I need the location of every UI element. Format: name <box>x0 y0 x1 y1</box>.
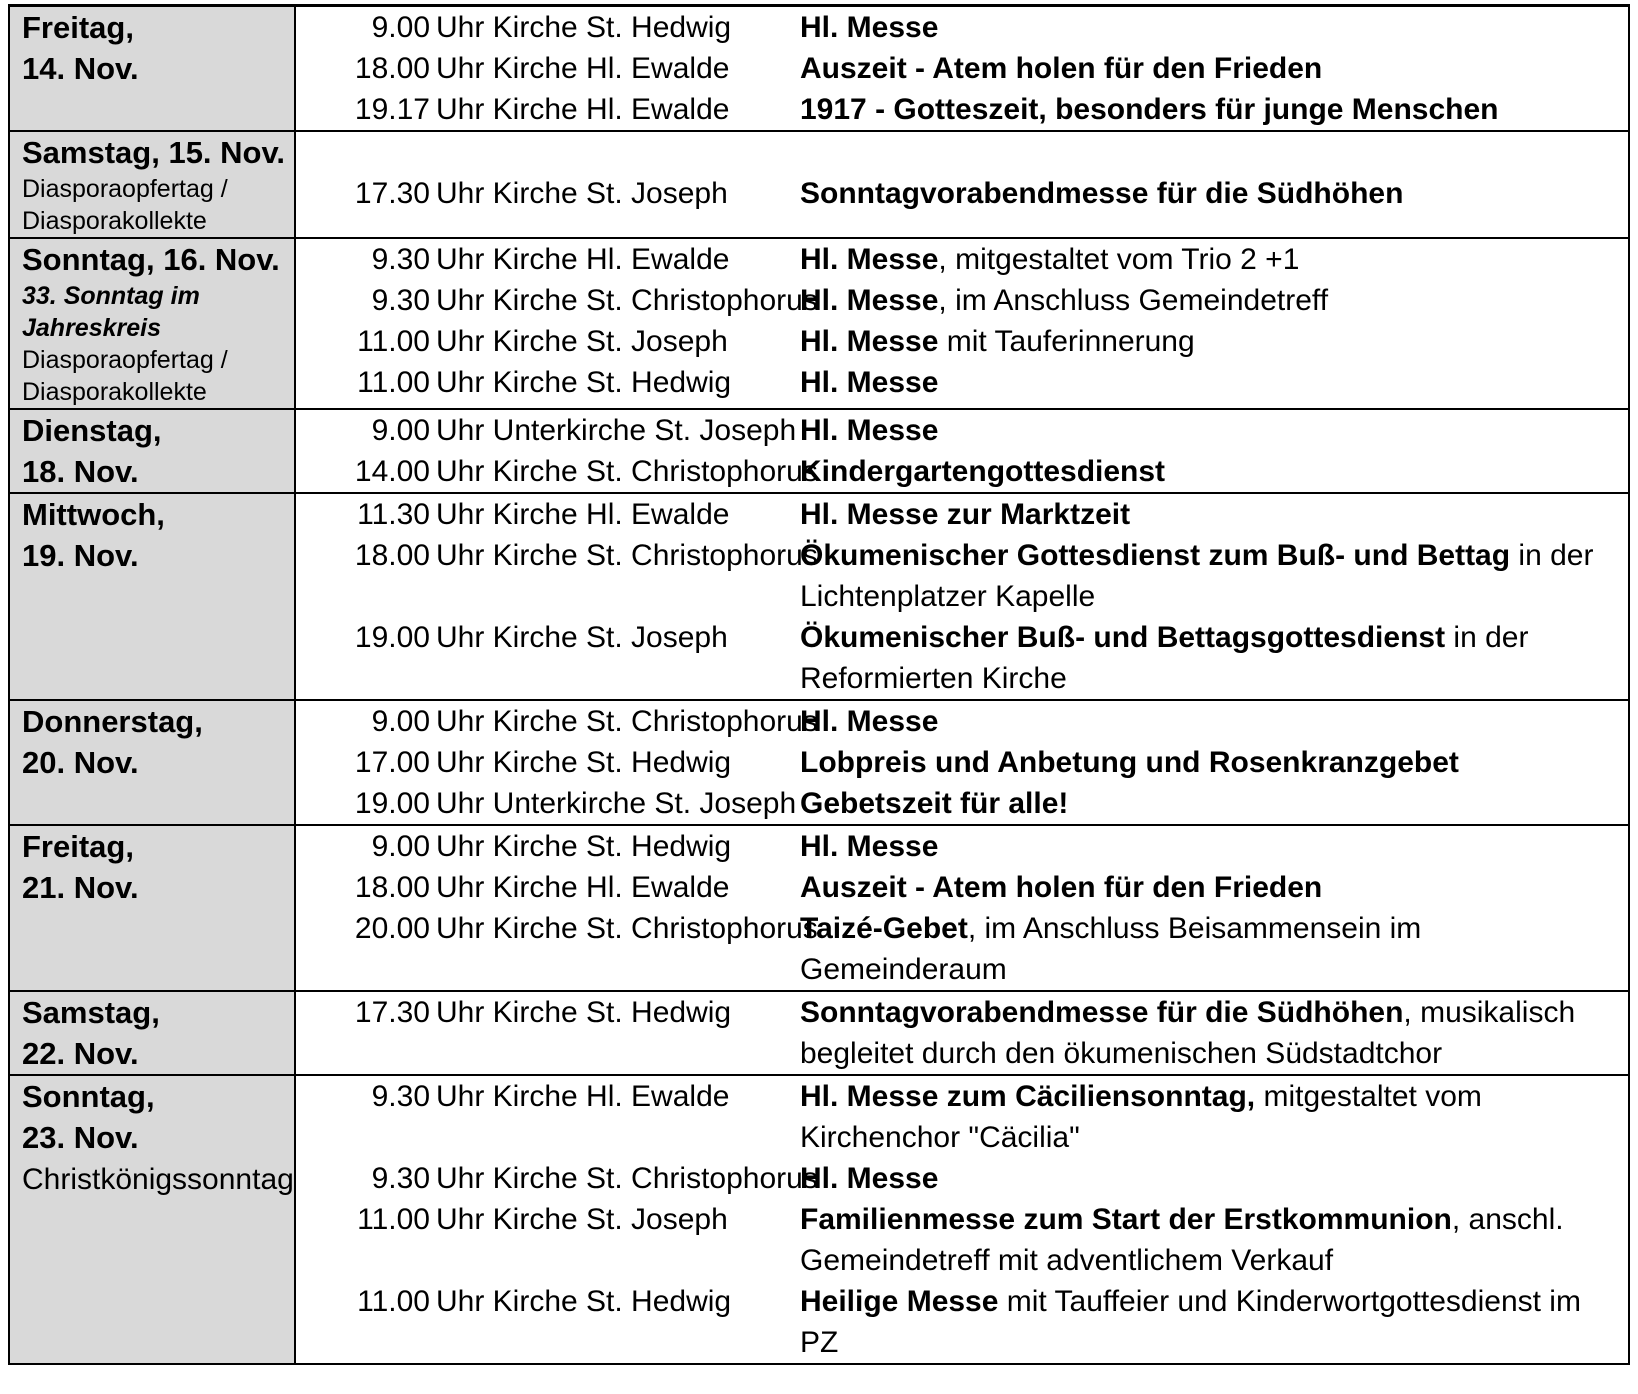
event-title: Hl. Messe <box>800 1162 939 1195</box>
table-row <box>9 7 1629 131</box>
event-time: 9.00 <box>371 11 430 44</box>
events-cell <box>295 825 1629 991</box>
event-desc <box>800 1158 1628 1199</box>
event-desc <box>800 908 1628 990</box>
event-place: Uhr Kirche St. Joseph <box>436 621 728 654</box>
event-title: Auszeit - Atem holen für den Frieden <box>800 52 1323 85</box>
event-entry <box>320 826 1628 867</box>
event-entry <box>320 1076 1628 1158</box>
day-date: 20. Nov. <box>22 745 139 780</box>
day-cell <box>9 700 295 825</box>
event-time: 18.00 <box>354 539 430 572</box>
events-cell <box>295 238 1629 409</box>
event-time: 9.30 <box>371 1162 430 1195</box>
event-time: 17.30 <box>354 177 430 210</box>
event-detail: mit Tauferinnerung <box>938 325 1195 358</box>
event-place: Uhr Kirche Hl. Ewalde <box>436 1080 730 1113</box>
event-time: 17.30 <box>354 996 430 1029</box>
event-place: Uhr Kirche Hl. Ewalde <box>436 93 730 126</box>
day-date: 18. Nov. <box>22 454 139 489</box>
events-cell <box>295 131 1629 238</box>
event-detail: mitgestaltet vom Kirchenchor "Cäcilia" <box>800 1080 1482 1154</box>
day-name: Freitag, <box>22 829 134 864</box>
event-desc <box>800 89 1628 130</box>
table-row <box>9 700 1629 825</box>
day-note: Diasporakollekte <box>22 207 207 235</box>
day-cell <box>9 238 295 409</box>
event-title: Familienmesse zum Start der Erstkommunion <box>800 1203 1452 1236</box>
day-note: Christkönigssonntag <box>22 1163 294 1196</box>
event-time: 14.00 <box>354 455 430 488</box>
event-place: Uhr Kirche Hl. Ewalde <box>436 498 730 531</box>
table-row <box>9 1075 1629 1364</box>
event-desc <box>800 451 1628 492</box>
day-note: 33. Sonntag im <box>22 282 200 310</box>
event-title: Lobpreis und Anbetung und Rosenkranzgebet <box>800 746 1459 779</box>
event-place: Uhr Kirche St. Christophorus <box>436 705 818 738</box>
events-cell <box>295 409 1629 493</box>
day-name: Donnerstag, <box>22 704 203 739</box>
event-place: Uhr Kirche St. Joseph <box>436 325 728 358</box>
event-desc <box>800 992 1628 1074</box>
event-desc <box>800 1076 1628 1158</box>
event-desc <box>800 783 1628 824</box>
event-place: Uhr Kirche St. Christophorus <box>436 455 818 488</box>
events-cell <box>295 700 1629 825</box>
event-desc <box>800 1199 1628 1281</box>
event-desc <box>800 742 1628 783</box>
event-place: Uhr Unterkirche St. Joseph <box>436 787 797 820</box>
event-title: Ökumenischer Gottesdienst zum Buß- und Bettag <box>800 539 1511 572</box>
event-entry <box>320 89 1628 130</box>
event-title: Hl. Messe <box>800 243 939 276</box>
event-title: Hl. Messe <box>800 284 939 317</box>
event-detail: , im Anschluss Beisammensein im Gemeinderaum <box>800 912 1422 986</box>
event-entry <box>320 1281 1628 1363</box>
event-title: Gebetszeit für alle! <box>800 787 1069 820</box>
event-title: Taizé-Gebet <box>800 912 968 945</box>
event-desc <box>800 1281 1628 1363</box>
event-entry <box>320 451 1628 492</box>
event-entry <box>320 992 1628 1074</box>
event-title: Heilige Messe <box>800 1285 999 1318</box>
event-entry <box>320 410 1628 451</box>
day-cell <box>9 825 295 991</box>
event-time: 17.00 <box>354 746 430 779</box>
event-desc <box>800 617 1628 699</box>
events-cell <box>295 7 1629 131</box>
day-name: Dienstag, <box>22 413 162 448</box>
event-title: 1917 - Gotteszeit, besonders für junge Menschen <box>800 93 1499 126</box>
day-name: Sonntag, 16. Nov. <box>22 242 280 277</box>
day-date: 19. Nov. <box>22 538 139 573</box>
event-time: 9.00 <box>371 705 430 738</box>
table-row <box>9 493 1629 700</box>
table-row <box>9 409 1629 493</box>
event-place: Uhr Kirche St. Hedwig <box>436 830 732 863</box>
day-note: Diasporakollekte <box>22 378 207 406</box>
day-cell <box>9 7 295 131</box>
event-desc <box>800 280 1628 321</box>
event-entry <box>320 7 1628 48</box>
event-time: 11.00 <box>357 1285 430 1318</box>
table-row <box>9 825 1629 991</box>
event-place: Uhr Kirche St. Joseph <box>436 1203 728 1236</box>
day-note: Diasporaopfertag / <box>22 346 228 374</box>
event-desc <box>800 826 1628 867</box>
event-entry <box>320 321 1628 362</box>
event-time: 9.30 <box>371 284 430 317</box>
day-date: 22. Nov. <box>22 1036 139 1071</box>
event-time: 19.00 <box>354 787 430 820</box>
event-entry <box>320 173 1628 214</box>
event-detail: , musikalisch begleitet durch den ökumenischen Südstadtchor <box>800 996 1576 1070</box>
event-title: Hl. Messe <box>800 414 939 447</box>
event-place: Uhr Kirche St. Hedwig <box>436 746 732 779</box>
event-title: Auszeit - Atem holen für den Frieden <box>800 871 1323 904</box>
event-title: Kindergartengottesdienst <box>800 455 1166 488</box>
day-cell <box>9 991 295 1075</box>
events-cell <box>295 991 1629 1075</box>
event-time: 9.00 <box>371 414 430 447</box>
day-cell <box>9 1075 295 1364</box>
event-time: 20.00 <box>354 912 430 945</box>
event-time: 11.00 <box>357 1203 430 1236</box>
event-title: Hl. Messe zur Marktzeit <box>800 498 1131 531</box>
schedule-table <box>8 7 1630 1365</box>
event-detail: in der Reformierten Kirche <box>800 621 1529 695</box>
event-entry <box>320 783 1628 824</box>
event-place: Uhr Kirche St. Joseph <box>436 177 728 210</box>
event-desc <box>800 535 1628 617</box>
day-name: Samstag, 15. Nov. <box>22 135 286 170</box>
event-desc <box>800 48 1628 89</box>
event-time: 11.30 <box>357 498 430 531</box>
event-entry <box>320 362 1628 403</box>
event-place: Uhr Kirche Hl. Ewalde <box>436 871 730 904</box>
day-cell <box>9 131 295 238</box>
event-time: 9.30 <box>371 1080 430 1113</box>
event-title: Hl. Messe zum Cäciliensonntag, <box>800 1080 1256 1113</box>
event-title: Hl. Messe <box>800 830 939 863</box>
event-place: Uhr Kirche Hl. Ewalde <box>436 243 730 276</box>
event-entry <box>320 494 1628 535</box>
day-name: Mittwoch, <box>22 497 165 532</box>
event-time: 18.00 <box>354 871 430 904</box>
day-note: Jahreskreis <box>22 314 162 342</box>
event-entry <box>320 1199 1628 1281</box>
event-entry <box>320 617 1628 699</box>
event-title: Ökumenischer Buß- und Bettagsgottesdienst <box>800 621 1446 654</box>
event-entry <box>320 535 1628 617</box>
event-desc <box>800 494 1628 535</box>
event-time: 19.00 <box>354 621 430 654</box>
table-row <box>9 131 1629 238</box>
event-place: Uhr Kirche St. Christophorus <box>436 912 818 945</box>
event-place: Uhr Kirche St. Christophorus <box>436 1162 818 1195</box>
event-place: Uhr Unterkirche St. Joseph <box>436 414 797 447</box>
event-desc <box>800 362 1628 403</box>
event-place: Uhr Kirche St. Hedwig <box>436 996 732 1029</box>
event-title: Sonntagvorabendmesse für die Südhöhen <box>800 177 1404 210</box>
table-row <box>9 991 1629 1075</box>
day-date: 14. Nov. <box>22 51 139 86</box>
event-place: Uhr Kirche St. Hedwig <box>436 11 732 44</box>
event-entry <box>320 867 1628 908</box>
event-desc <box>800 867 1628 908</box>
event-entry <box>320 908 1628 990</box>
day-name: Samstag, <box>22 995 160 1030</box>
event-time: 9.00 <box>371 830 430 863</box>
event-desc <box>800 321 1628 362</box>
event-detail: , mitgestaltet vom Trio 2 +1 <box>938 243 1300 276</box>
events-cell <box>295 1075 1629 1364</box>
event-entry <box>320 742 1628 783</box>
event-desc <box>800 7 1628 48</box>
event-desc <box>800 701 1628 742</box>
event-desc <box>800 239 1628 280</box>
day-name: Sonntag, <box>22 1079 155 1114</box>
event-entry <box>320 48 1628 89</box>
event-place: Uhr Kirche St. Christophorus <box>436 539 818 572</box>
day-cell <box>9 409 295 493</box>
event-detail: , im Anschluss Gemeindetreff <box>938 284 1329 317</box>
event-title: Hl. Messe <box>800 325 939 358</box>
events-cell <box>295 493 1629 700</box>
event-time: 18.00 <box>354 52 430 85</box>
event-desc <box>800 173 1628 214</box>
event-entry <box>320 701 1628 742</box>
event-place: Uhr Kirche St. Hedwig <box>436 366 732 399</box>
event-time: 19.17 <box>354 93 430 126</box>
event-desc <box>800 410 1628 451</box>
day-note: Diasporaopfertag / <box>22 175 228 203</box>
event-detail: , anschl. Gemeindetreff mit adventlichem Verkauf <box>800 1203 1564 1277</box>
event-time: 11.00 <box>357 366 430 399</box>
event-time: 11.00 <box>357 325 430 358</box>
event-title: Hl. Messe <box>800 705 939 738</box>
event-place: Uhr Kirche St. Christophorus <box>436 284 818 317</box>
event-time: 9.30 <box>371 243 430 276</box>
event-detail: mit Tauffeier und Kinderwortgottesdienst im PZ <box>800 1285 1581 1359</box>
event-place: Uhr Kirche Hl. Ewalde <box>436 52 730 85</box>
event-place: Uhr Kirche St. Hedwig <box>436 1285 732 1318</box>
event-entry <box>320 280 1628 321</box>
day-date: 23. Nov. <box>22 1120 139 1155</box>
day-date: 21. Nov. <box>22 870 139 905</box>
event-entry <box>320 239 1628 280</box>
event-entry <box>320 1158 1628 1199</box>
event-title: Hl. Messe <box>800 366 939 399</box>
event-detail: in der Lichtenplatzer Kapelle <box>800 539 1594 613</box>
table-row <box>9 238 1629 409</box>
day-name: Freitag, <box>22 10 134 45</box>
event-title: Sonntagvorabendmesse für die Südhöhen <box>800 996 1404 1029</box>
day-cell <box>9 493 295 700</box>
event-title: Hl. Messe <box>800 11 939 44</box>
